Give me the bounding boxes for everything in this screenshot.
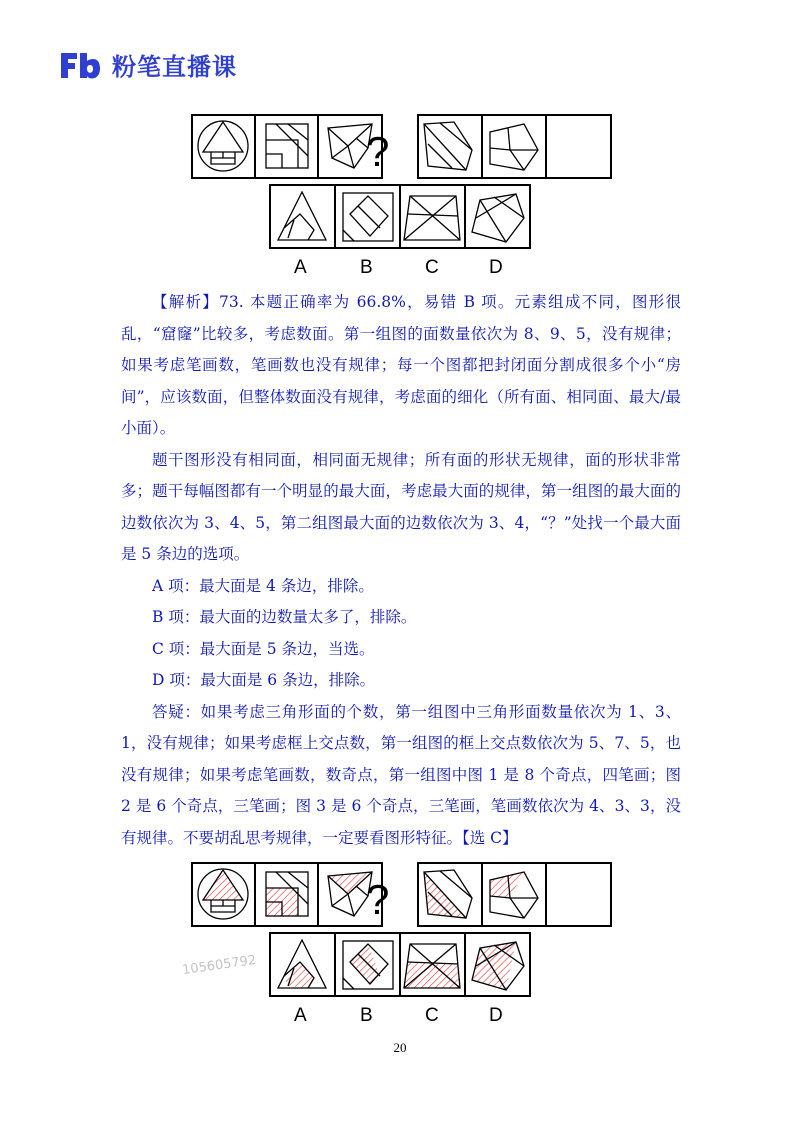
watermark: 105605792 [181, 952, 258, 979]
answer-question-mark: ? [366, 876, 390, 923]
page-number: 20 [393, 1040, 407, 1055]
option-label-b: B [360, 257, 373, 278]
fb-logo-icon [58, 49, 102, 81]
answer-figure [190, 858, 615, 1028]
option-b-analysis: B 项：最大面的边数量太多了，排除。 [152, 608, 417, 626]
analysis-paragraph-2: 题干图形没有相同面，相同面无规律；所有面的形状无规律，面的形状非常多；题干每幅图都有一个明显的最大面，考虑最大面的规律，第一组图的最大面的边数依次为 3、4、5，第二组图最大面的边数依次为 3、4，“？”处找一个最大面是 5 条边的选项。 [121, 450, 681, 563]
analysis-paragraph-1: 【解析】73. 本题正确率为 66.8%，易错 B 项。元素组成不同，图形很乱，“窟窿”比较多，考虑数面。第一组图的面数量依次为 8、9、5，没有规律；如果考虑笔画数，笔画数也没有规律；每一个图都把封闭面分割成很多个小“房间”，应该数面，但整体数面没有规律，考虑面的细化（所有面、相同面、最大/最小面）。 [121, 293, 681, 437]
answer-label-a: A [294, 1005, 307, 1026]
answer-label-d: D [489, 1005, 503, 1026]
option-c-analysis: C 项：最大面是 5 条边，当选。 [152, 639, 375, 658]
brand-logo [58, 47, 237, 82]
answer-option-labels [294, 1005, 503, 1026]
qa-paragraph: 答疑：如果考虑三角形面的个数，第一组图中三角形面数量依次为 1、3、1，没有规律；如果考虑框上交点数，第一组图的框上交点数依次为 5、7、5，也没有规律；如果考虑笔画数，数奇点，第一组图中图 1 是 8 个奇点，四笔画；图 2 是 6 个奇点，三笔画；图 3 是 6 个奇点，三笔画，笔画数依次为 4、3、3，没有规律。不要胡乱思考规律，一定要看图形特征。【选 C】 [121, 702, 681, 847]
option-label-a: A [294, 257, 307, 278]
option-a-analysis: A 项：最大面是 4 条边，排除。 [152, 576, 374, 595]
option-d-analysis: D 项：最大面是 6 条边，排除。 [152, 671, 376, 689]
answer-label-c: C [425, 1005, 439, 1026]
question-mark: ? [366, 128, 390, 175]
question-figure [190, 110, 615, 280]
brand-name: 粉笔直播课 [112, 53, 237, 81]
option-labels [294, 257, 503, 278]
answer-label-b: B [360, 1005, 373, 1026]
option-label-d: D [489, 257, 503, 278]
option-label-c: C [425, 257, 439, 278]
analysis-text [121, 287, 681, 854]
